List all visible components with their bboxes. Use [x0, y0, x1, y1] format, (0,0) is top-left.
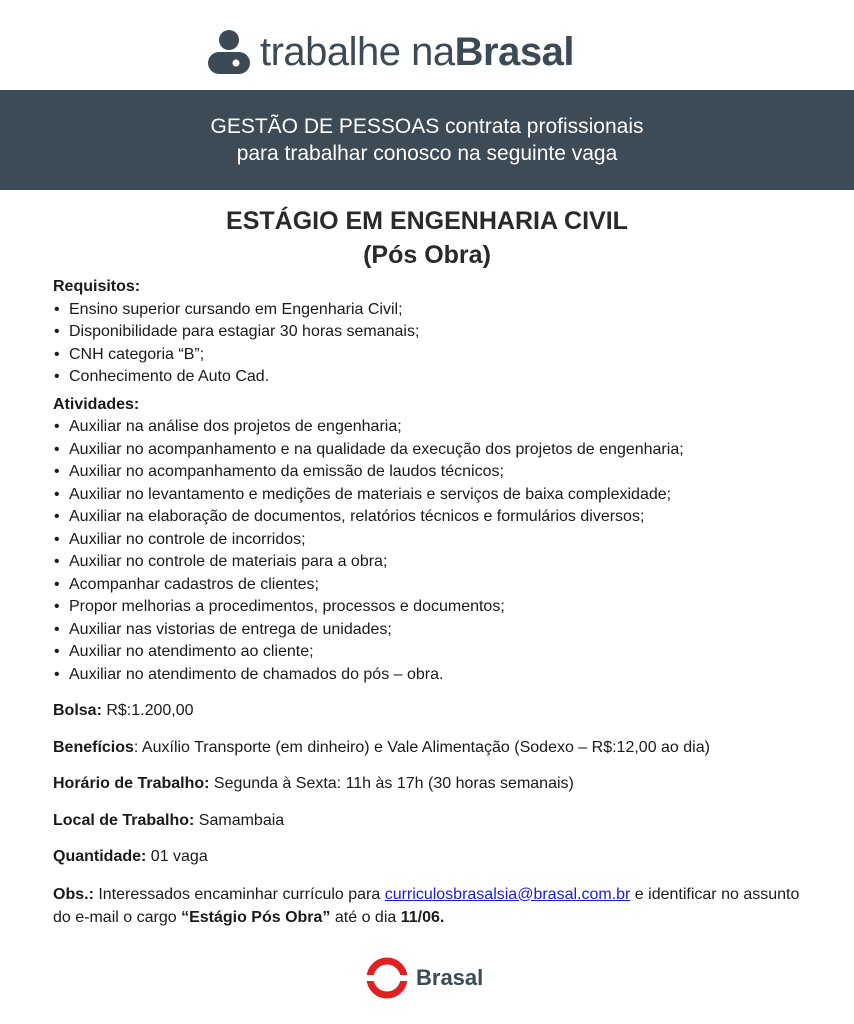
logo-text-light: trabalhe na [260, 30, 455, 74]
person-logo-icon [204, 27, 254, 77]
list-item: • Disponibilidade para estagiar 30 horas semanais; [53, 321, 813, 344]
job-title-line-2: (Pós Obra) [363, 241, 491, 269]
job-title [0, 204, 854, 272]
list-item: • Auxiliar no controle de materiais para a obra; [53, 551, 813, 574]
obs-text-1: Interessados encaminhar currículo para [93, 885, 385, 903]
list-item: • Acompanhar cadastros de clientes; [53, 574, 813, 597]
horario-line [53, 773, 813, 796]
obs-text-3: até o dia [330, 908, 401, 926]
footer-brand: Brasal [416, 965, 484, 990]
beneficios-value: : Auxílio Transporte (em dinheiro) e Vale Alimentação (Sodexo – R$:12,00 ao dia) [133, 738, 710, 756]
list-item: • Conhecimento de Auto Cad. [53, 366, 813, 389]
local-value: Samambaia [194, 811, 285, 829]
job-description [53, 276, 813, 929]
header-banner [0, 90, 854, 190]
bolsa-line [53, 700, 813, 723]
local-label: Local de Trabalho: [53, 811, 195, 829]
logo-text-bold: Brasal [454, 30, 574, 74]
obs-label: Obs.: [53, 885, 94, 903]
atividades-list [53, 416, 813, 686]
beneficios-line [53, 737, 813, 760]
list-item: • Auxiliar no atendimento ao cliente; [53, 641, 813, 664]
quantidade-value: 01 vaga [146, 848, 208, 865]
job-title-line-1: ESTÁGIO EM ENGENHARIA CIVIL [226, 207, 628, 235]
list-item: • Auxiliar nas vistorias de entrega de unidades; [53, 619, 813, 642]
footer-logo [364, 953, 483, 1003]
list-item: • Propor melhorias a procedimentos, processos e documentos; [53, 596, 813, 619]
quantidade-label: Quantidade: [53, 848, 147, 865]
horario-value: Segunda à Sexta: 11h às 17h (30 horas semanais) [209, 775, 574, 792]
beneficios-label: Benefícios [53, 738, 134, 756]
list-item: • CNH categoria “B”; [53, 344, 813, 367]
list-item: • Auxiliar no levantamento e medições de materiais e serviços de baixa complexidade; [53, 484, 813, 507]
list-item: • Auxiliar no acompanhamento e na qualidade da execução dos projetos de engenharia; [53, 439, 813, 462]
obs-paragraph [53, 883, 813, 929]
email-link[interactable]: curriculosbrasalsia@brasal.com.br [384, 885, 631, 903]
logo-text [260, 32, 574, 72]
header-logo [204, 22, 574, 82]
list-item: • Auxiliar no controle de incorridos; [53, 529, 813, 552]
obs-text-2: e identificar no assunto do e-mail o cargo [53, 885, 800, 926]
list-item: • Auxiliar no acompanhamento da emissão de laudos técnicos; [53, 461, 813, 484]
horario-label: Horário de Trabalho: [53, 775, 210, 792]
bolsa-label: Bolsa: [53, 702, 102, 719]
list-item: • Auxiliar na elaboração de documentos, relatórios técnicos e formulários diversos; [53, 506, 813, 529]
banner-line-1: GESTÃO DE PESSOAS contrata profissionais [210, 115, 644, 138]
quantidade-line [53, 846, 813, 869]
requisitos-list [53, 299, 813, 389]
atividades-heading: Atividades: [53, 395, 140, 413]
requisitos-heading: Requisitos: [53, 278, 141, 295]
obs-date: 11/06. [400, 908, 445, 926]
brasal-logo-icon [364, 955, 410, 1001]
list-item: • Auxiliar na análise dos projetos de engenharia; [53, 416, 813, 439]
banner-line-2: para trabalhar conosco na seguinte vaga [236, 142, 618, 165]
local-line [53, 810, 813, 833]
obs-cargo: “Estágio Pós Obra” [181, 908, 331, 926]
list-item: • Ensino superior cursando em Engenharia Civil; [53, 299, 813, 322]
bolsa-value: R$:1.200,00 [101, 702, 194, 719]
list-item: • Auxiliar no atendimento de chamados do pós – obra. [53, 664, 813, 687]
